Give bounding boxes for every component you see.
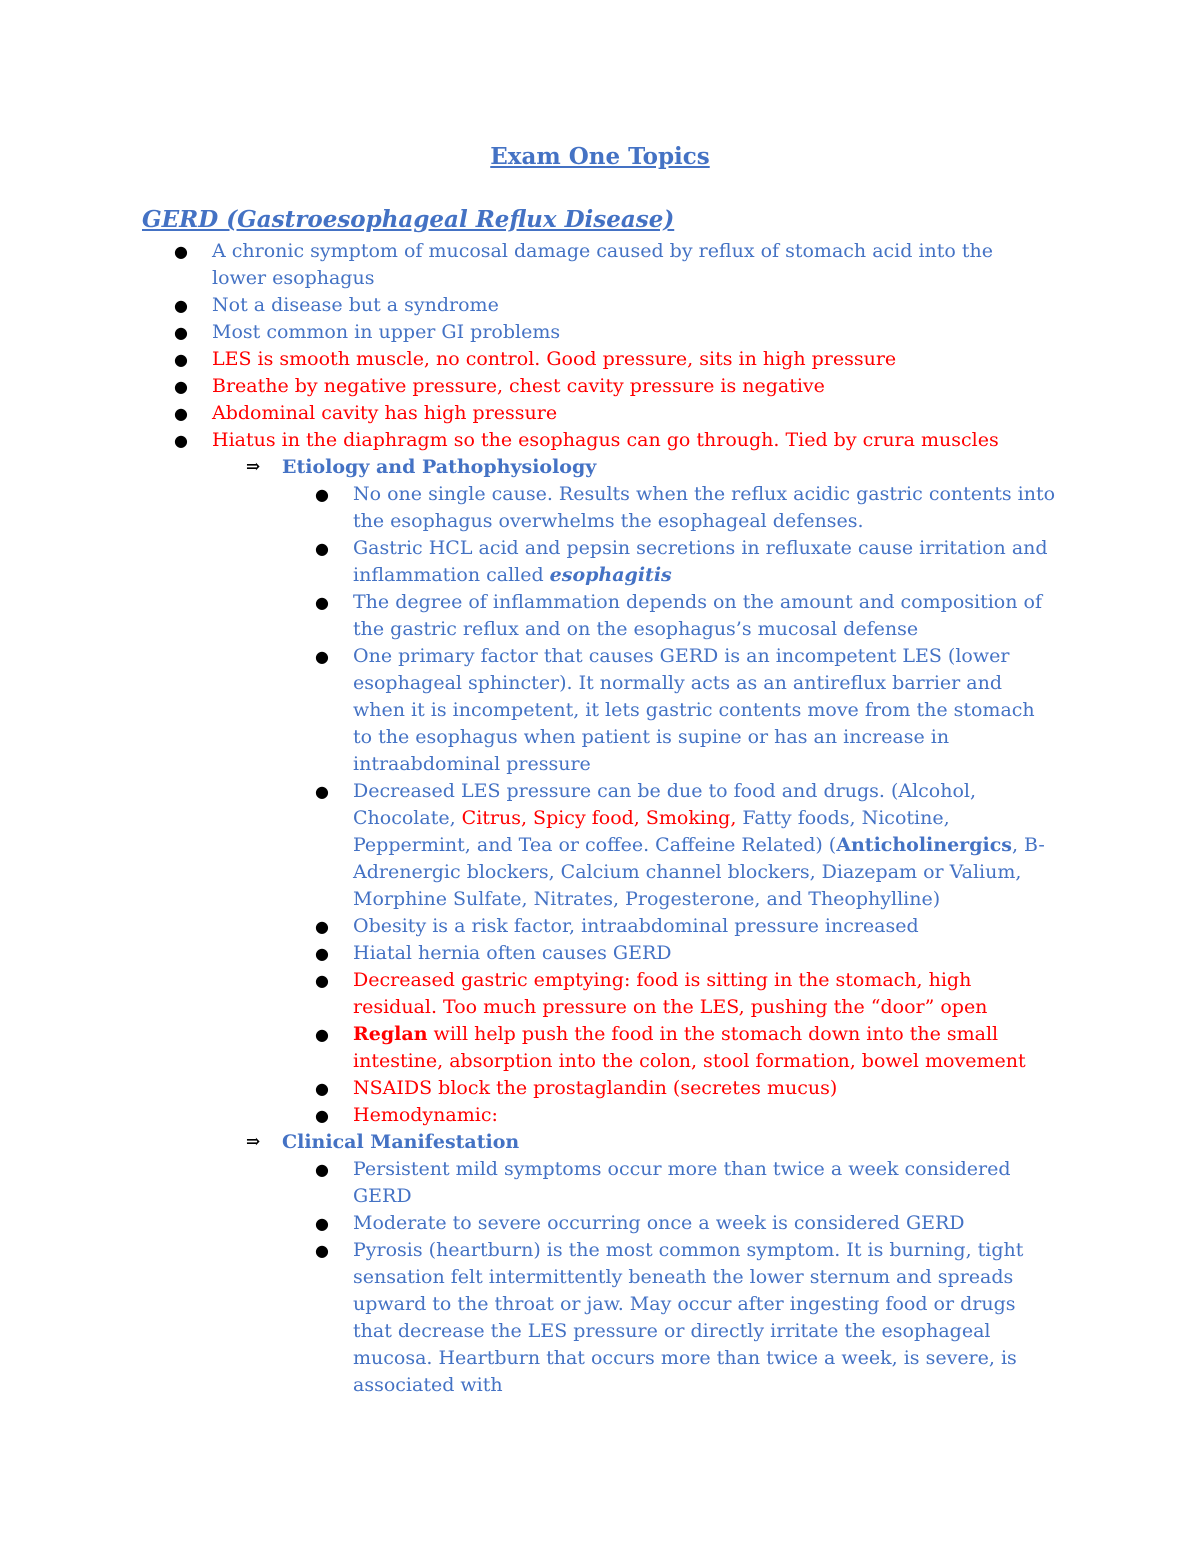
bullet-icon: ● — [315, 593, 329, 612]
list-item-text — [353, 535, 1058, 589]
bullet-icon: ● — [315, 917, 329, 936]
list-item-text: Hemodynamic: — [353, 1104, 498, 1126]
document-title: Exam One Topics — [490, 143, 710, 170]
bullet-icon: ● — [315, 1214, 329, 1233]
list-item — [172, 292, 1072, 319]
list-item-text: Moderate to severe occurring once a week is considered GERD — [353, 1212, 965, 1234]
list-item-text: A chronic symptom of mucosal damage caused by reflux of stomach acid into the lower esophagus — [212, 240, 993, 289]
bullet-icon: ● — [174, 431, 188, 450]
text-run: , B-Adrenergic blockers, Calcium channel blockers, Diazepam or Valium, Morphine Sulfate, Nitrates, Progesterone, and Theophylline) — [353, 834, 1045, 910]
list-item — [172, 346, 1072, 373]
bullet-icon: ● — [315, 1160, 329, 1179]
list-item — [172, 400, 1072, 427]
clinical-bullet-list — [172, 1156, 1072, 1399]
bullet-icon: ● — [174, 350, 188, 369]
subsection-clinical-manifestation — [172, 1129, 1072, 1156]
list-item — [172, 1237, 1072, 1399]
clinical-list-container — [172, 1156, 1072, 1399]
list-item-text: Not a disease but a syndrome — [212, 294, 499, 316]
bullet-icon: ● — [174, 242, 188, 261]
list-item — [172, 481, 1072, 535]
list-item-text: NSAIDS block the prostaglandin (secretes mucus) — [353, 1077, 838, 1099]
list-item — [172, 643, 1072, 778]
list-item-text: LES is smooth muscle, no control. Good pressure, sits in high pressure — [212, 348, 897, 370]
list-item-text: Abdominal cavity has high pressure — [212, 402, 558, 424]
list-item-text — [353, 778, 1058, 913]
list-item-text: Hiatus in the diaphragm so the esophagus can go through. Tied by crura muscles — [212, 429, 999, 451]
list-item — [172, 778, 1072, 913]
bullet-icon: ● — [174, 377, 188, 396]
bullet-icon: ● — [315, 1241, 329, 1260]
bullet-icon: ● — [315, 782, 329, 801]
list-item-text: Persistent mild symptoms occur more than twice a week considered GERD — [353, 1158, 1011, 1207]
bullet-icon: ● — [315, 944, 329, 963]
bullet-icon: ● — [315, 1106, 329, 1125]
text-run: will help push the food in the stomach down into the small intestine, absorption into the colon, stool formation, bowel movement — [353, 1023, 1026, 1072]
list-item-text: Most common in upper GI problems — [212, 321, 561, 343]
bullet-icon: ● — [315, 1025, 329, 1044]
text-run: Gastric HCL acid and pepsin secretions in refluxate cause irritation and inflammation called — [353, 537, 1048, 586]
list-item — [172, 913, 1072, 940]
text-run: Fatty foods, Nicotine, Peppermint, and Tea or coffee. Caffeine Related) ( — [353, 807, 950, 856]
list-item — [172, 238, 1072, 292]
list-item — [172, 373, 1072, 400]
list-item-text: Obesity is a risk factor, intraabdominal pressure increased — [353, 915, 919, 937]
list-item-text: Decreased gastric emptying: food is sitting in the stomach, high residual. Too much pressure on the LES, pushing the “door” open — [353, 969, 988, 1018]
subsection-heading: Clinical Manifestation — [282, 1131, 520, 1153]
list-item — [172, 535, 1072, 589]
text-run-red: Citrus, Spicy food, Smoking, — [461, 807, 737, 829]
section-heading-gerd: GERD (Gastroesophageal Reflux Disease) — [142, 206, 675, 233]
subsection-heading: Etiology and Pathophysiology — [282, 456, 597, 478]
bullet-icon: ● — [315, 1079, 329, 1098]
list-item — [172, 589, 1072, 643]
etiology-list-container — [172, 481, 1072, 1129]
arrow-icon: ⇒ — [246, 1132, 261, 1152]
list-item-text: Pyrosis (heartburn) is the most common symptom. It is burning, tight sensation felt intermittently beneath the lower sternum and spreads upward to the throat or jaw. May occur after ingesting food or drugs that decrease the LES pressure or directly irritate the esophageal mucosa. Heartburn that occurs more than twice a week, is severe, is associated with — [353, 1239, 1024, 1396]
emphasis-term: esophagitis — [549, 564, 672, 586]
list-item-text: No one single cause. Results when the reflux acidic gastric contents into the esophagus overwhelms the esophageal defenses. — [353, 483, 1056, 532]
list-item — [172, 967, 1072, 1021]
list-item-text: The degree of inflammation depends on the amount and composition of the gastric reflux and on the esophagus’s mucosal defense — [353, 591, 1042, 640]
bold-term: Reglan — [353, 1023, 428, 1045]
gerd-bullet-list — [172, 238, 1072, 1399]
bold-term: Anticholinergics — [836, 834, 1012, 856]
list-item-text: Breathe by negative pressure, chest cavity pressure is negative — [212, 375, 825, 397]
bullet-icon: ● — [315, 971, 329, 990]
list-item-text: Hiatal hernia often causes GERD — [353, 942, 672, 964]
list-item — [172, 1021, 1072, 1075]
list-item — [172, 1210, 1072, 1237]
list-item — [172, 940, 1072, 967]
bullet-icon: ● — [315, 647, 329, 666]
bullet-icon: ● — [174, 323, 188, 342]
list-item — [172, 1156, 1072, 1210]
bullet-icon: ● — [174, 296, 188, 315]
list-item — [172, 1075, 1072, 1102]
list-item-text: One primary factor that causes GERD is an incompetent LES (lower esophageal sphincter). It normally acts as an antireflux barrier and when it is incompetent, it lets gastric contents move from the stomach to the esophagus when patient is supine or has an increase in intraabdominal pressure — [353, 645, 1035, 775]
list-item — [172, 427, 1072, 454]
etiology-bullet-list — [172, 481, 1072, 1129]
subsection-etiology — [172, 454, 1072, 481]
bullet-icon: ● — [174, 404, 188, 423]
bullet-icon: ● — [315, 485, 329, 504]
list-item-text — [353, 1021, 1058, 1075]
bullet-icon: ● — [315, 539, 329, 558]
text-run: Decreased LES pressure can be due to food and drugs. (Alcohol, Chocolate, — [353, 780, 977, 829]
arrow-icon: ⇒ — [246, 457, 261, 477]
list-item — [172, 319, 1072, 346]
list-item — [172, 1102, 1072, 1129]
